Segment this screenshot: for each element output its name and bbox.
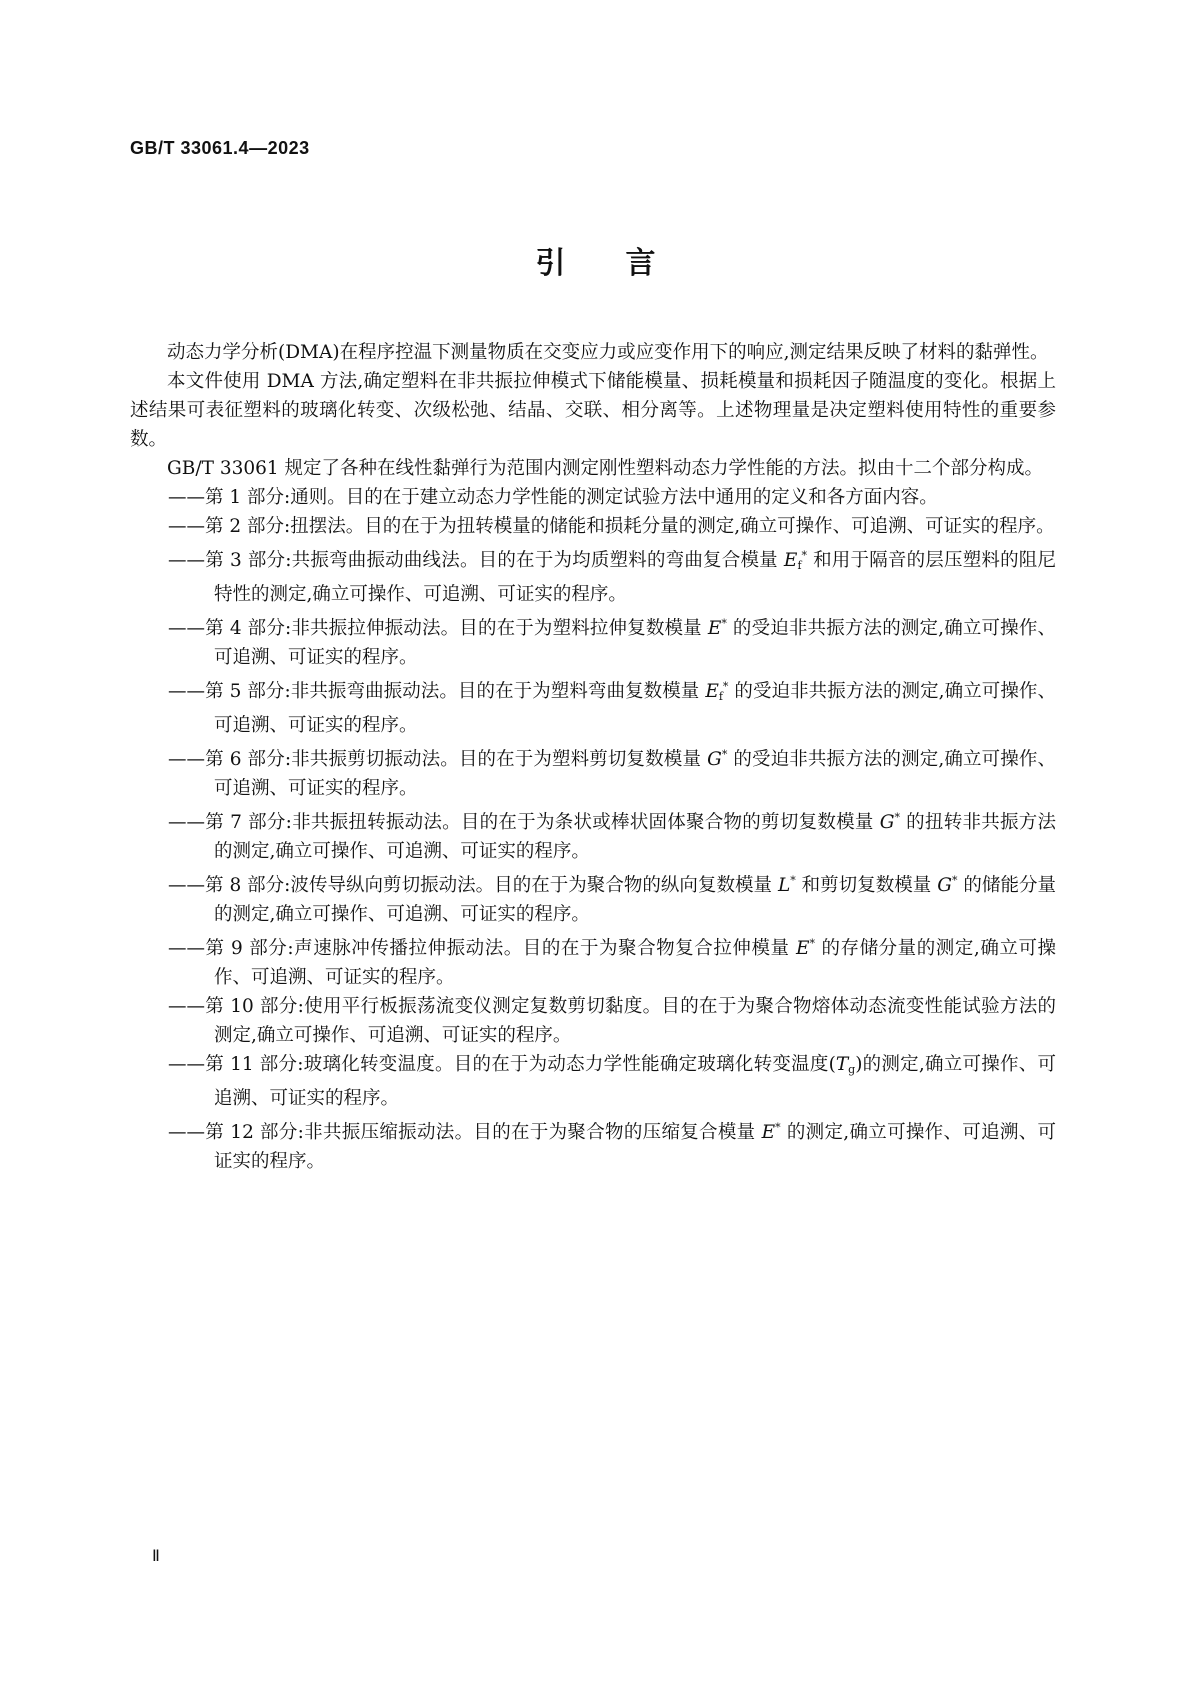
list-item-part-9: ——第 9 部分:声速脉冲传播拉伸振动法。目的在于为聚合物复合拉伸模量 E* 的存储分量的测定,确立可操作、可追溯、可证实的程序。 [168, 937, 1057, 988]
introduction-body [130, 338, 1056, 1176]
title-char-2: 言 [625, 246, 656, 281]
symbol-E: E [705, 681, 719, 702]
list-item-part-10: ——第 10 部分:使用平行板振荡流变仪测定复数剪切黏度。目的在于为聚合物熔体动态流变性能试验方法的测定,确立可操作、可追溯、可证实的程序。 [168, 996, 1056, 1046]
list-item-part-1: ——第 1 部分:通则。目的在于建立动态力学性能的测定试验方法中通用的定义和各方面内容。 [168, 487, 938, 508]
symbol-G: G [937, 875, 952, 896]
list-item-part-8: ——第 8 部分:波传导纵向剪切振动法。目的在于为聚合物的纵向复数模量 L* 和剪切复数模量 G* 的储能分量的测定,确立可操作、可追溯、可证实的程序。 [168, 874, 1056, 925]
standard-code: GB/T 33061.4—2023 [130, 138, 310, 158]
symbol-E: E [707, 618, 722, 639]
list-item-part-7: ——第 7 部分:非共振扭转振动法。目的在于为条状或棒状固体聚合物的剪切复数模量 G* 的扭转非共振方法的测定,确立可操作、可追溯、可证实的程序。 [168, 811, 1056, 862]
symbol-E: E [761, 1122, 776, 1143]
paragraph-document-scope: 本文件使用 DMA 方法,确定塑料在非共振拉伸模式下储能模量、损耗模量和损耗因子随温度的变化。根据上述结果可表征塑料的玻璃化转变、次级松弛、结晶、交联、相分离等。上述物理量是决定塑料使用特性的重要参数。 [130, 371, 1056, 450]
list-item-part-2: ——第 2 部分:扭摆法。目的在于为扭转模量的储能和损耗分量的测定,确立可操作、可追溯、可证实的程序。 [168, 516, 1055, 537]
page-number: Ⅱ [152, 1548, 160, 1565]
list-item-part-12: ——第 12 部分:非共振压缩振动法。目的在于为聚合物的压缩复合模量 E* 的测定,确立可操作、可追溯、可证实的程序。 [168, 1121, 1056, 1172]
title-char-1: 引 [535, 246, 566, 281]
page-title [0, 238, 1191, 282]
list-item-part-3: ——第 3 部分:共振弯曲振动曲线法。目的在于为均质塑料的弯曲复合模量 $E_f^*$ 和用于隔音的层压塑料的阻尼特性的测定,确立可操作、可追溯、可证实的程序。 [168, 549, 1056, 605]
symbol-T: T [835, 1054, 849, 1075]
symbol-E: E [783, 550, 798, 571]
list-item-part-11: ——第 11 部分:玻璃化转变温度。目的在于为动态力学性能确定玻璃化转变温度$(T_g)$的测定,确立可操作、可追溯、可证实的程序。 [168, 1054, 1056, 1109]
list-item-part-5: ——第 5 部分:非共振弯曲振动法。目的在于为塑料弯曲复数模量 $E_f^*$ 的受迫非共振方法的测定,确立可操作、可追溯、可证实的程序。 [168, 680, 1056, 736]
symbol-E: E [796, 938, 810, 959]
paragraph-dma-definition: 动态力学分析(DMA)在程序控温下测量物质在交变应力或应变作用下的响应,测定结果反映了材料的黏弹性。 [167, 342, 1049, 363]
parts-list [130, 483, 1056, 1176]
list-item-part-4: ——第 4 部分:非共振拉伸振动法。目的在于为塑料拉伸复数模量 E* 的受迫非共振方法的测定,确立可操作、可追溯、可证实的程序。 [168, 617, 1056, 668]
paragraph-series-overview: GB/T 33061 规定了各种在线性黏弹行为范围内测定刚性塑料动态力学性能的方法。拟由十二个部分构成。 [167, 458, 1044, 479]
symbol-L: L [777, 875, 791, 896]
symbol-G: G [707, 749, 722, 770]
list-item-part-6: ——第 6 部分:非共振剪切振动法。目的在于为塑料剪切复数模量 G* 的受迫非共振方法的测定,确立可操作、可追溯、可证实的程序。 [168, 748, 1056, 799]
symbol-G: G [879, 812, 895, 833]
